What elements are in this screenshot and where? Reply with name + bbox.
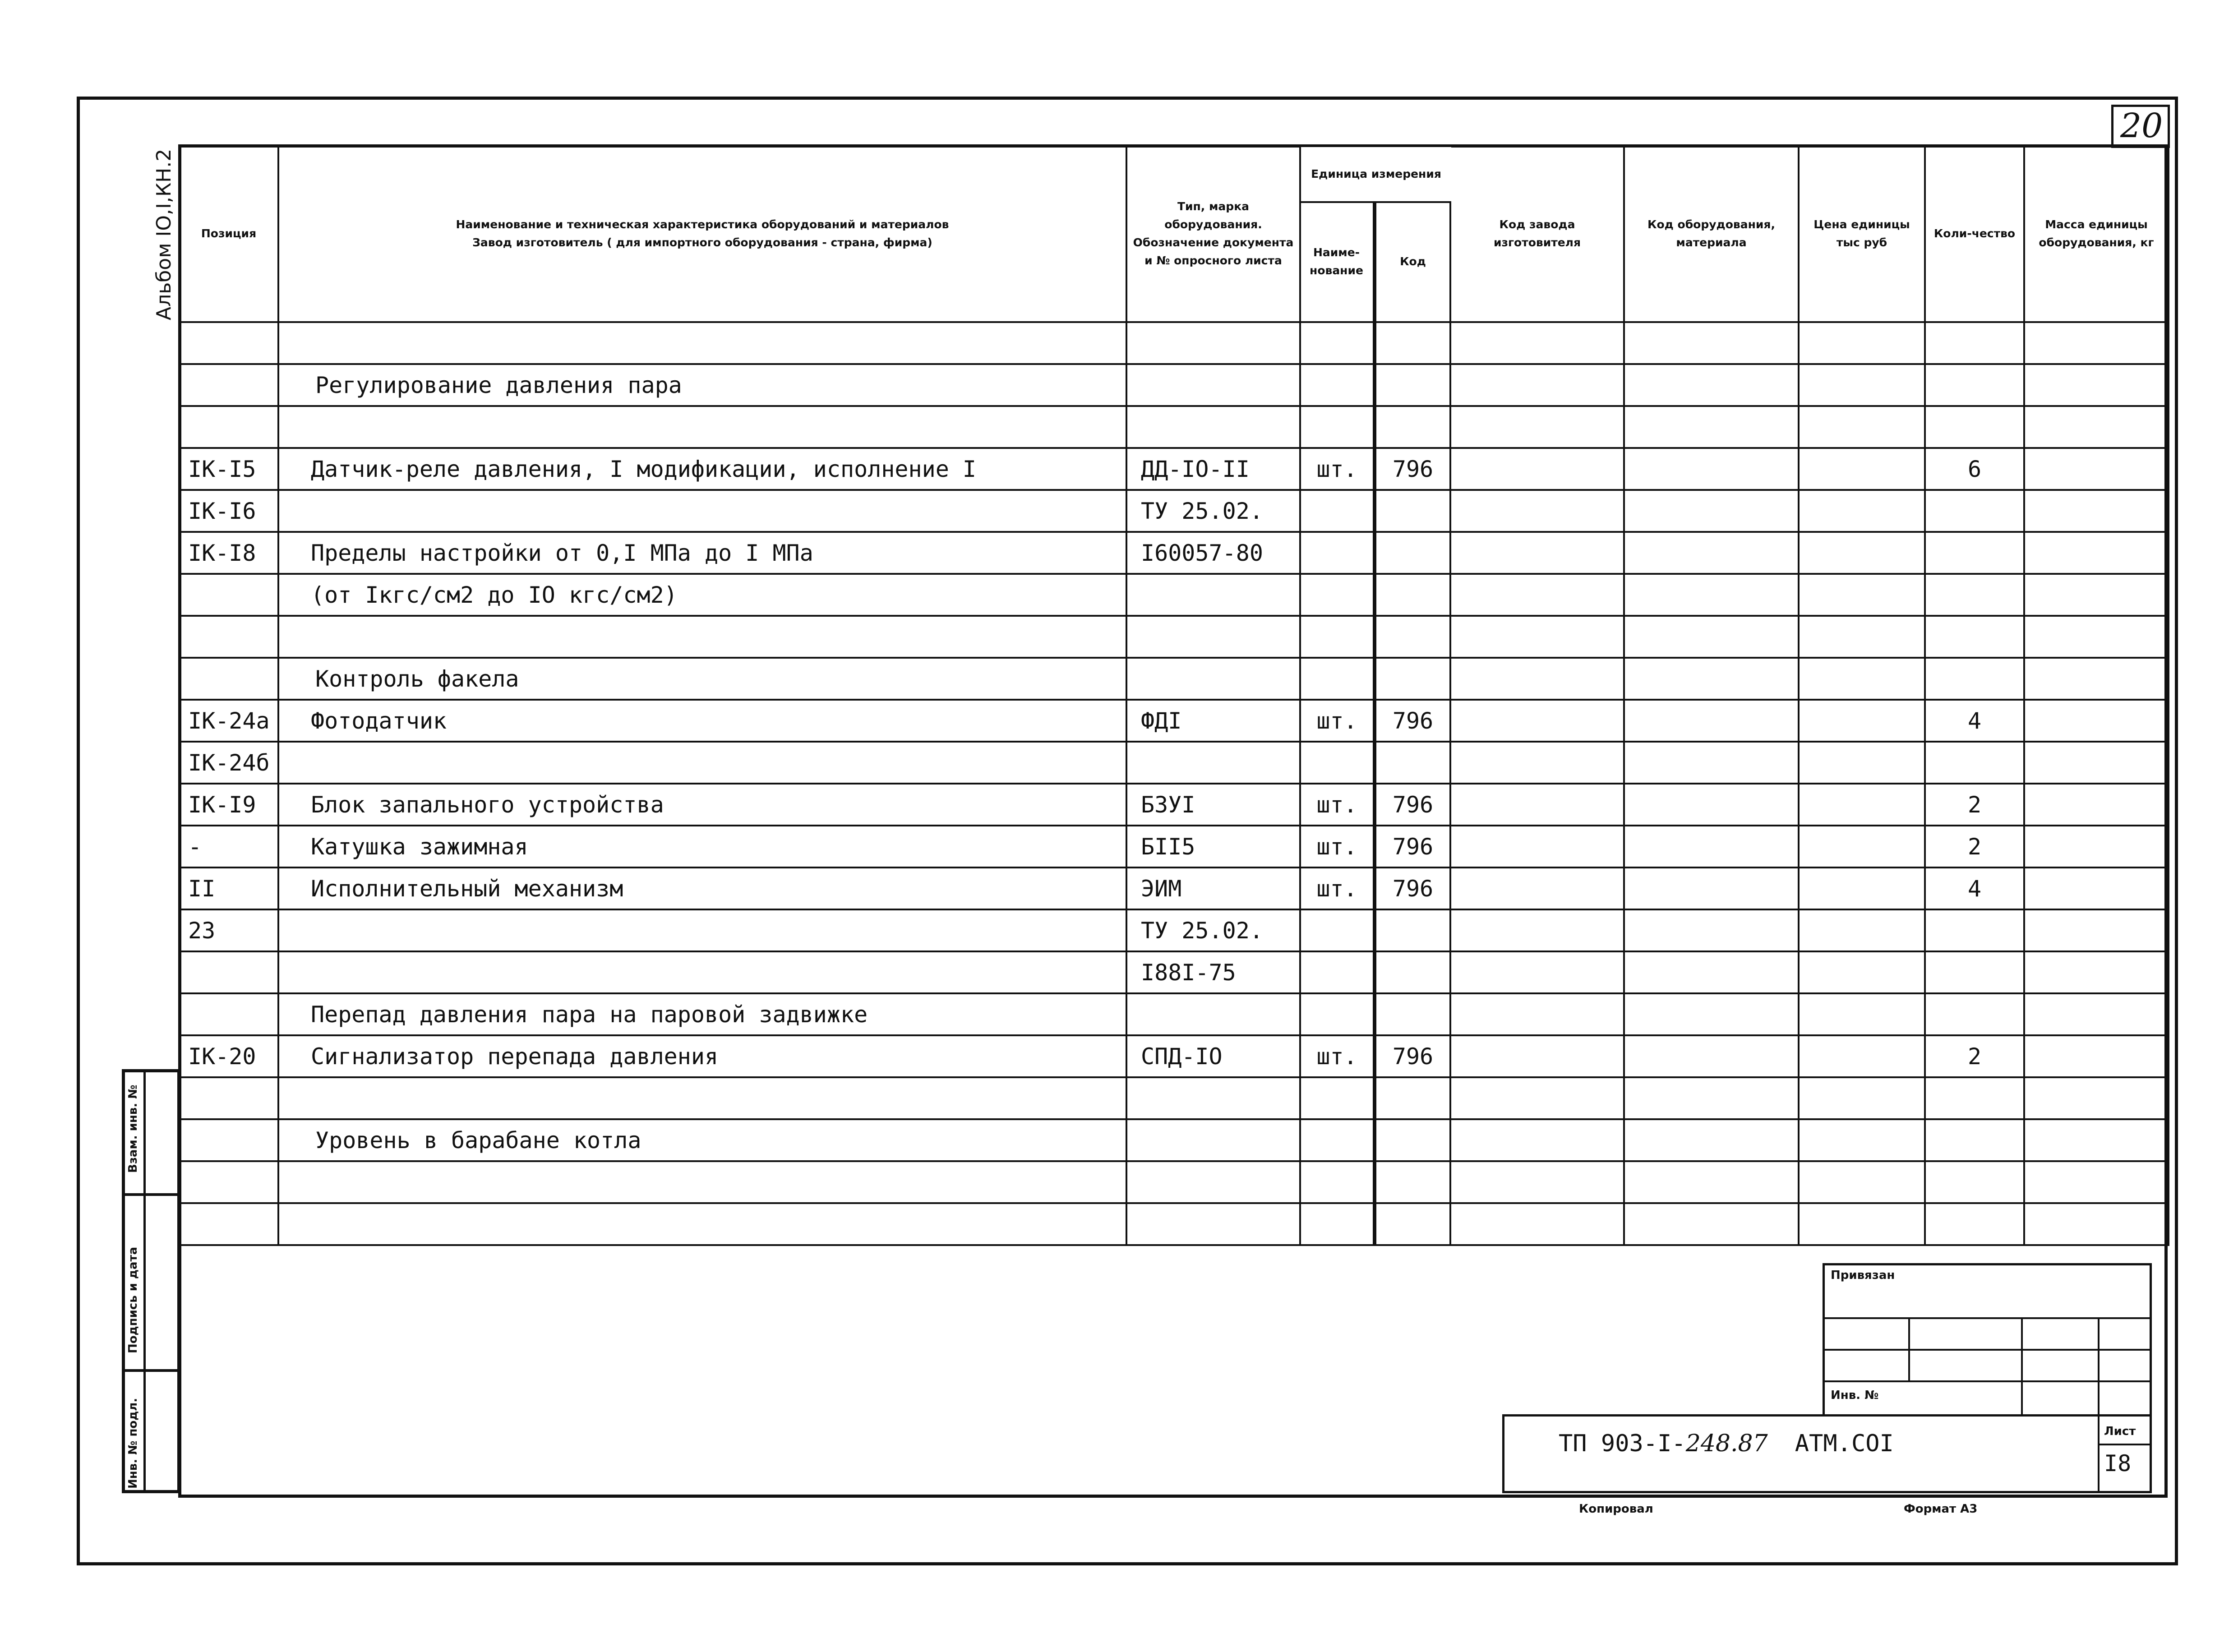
grid-line bbox=[1823, 1380, 2152, 1382]
doc-code-suffix: АТМ.СОI bbox=[1795, 1430, 1894, 1457]
doc-code-prefix: ТП 903-I- bbox=[1559, 1430, 1686, 1457]
cell-unit-code: 796 bbox=[1375, 868, 1450, 909]
cell-unit-name: шт. bbox=[1300, 1035, 1375, 1077]
cell-name: Блок запального устройства bbox=[278, 784, 1126, 826]
grid-line bbox=[2098, 1317, 2100, 1417]
header-name-line1: Наименование и техническая характеристика оборудований и материалов bbox=[456, 218, 949, 231]
cell-name: Перепад давления пара на паровой задвижке bbox=[278, 993, 1126, 1035]
privyazan-label: Привязан bbox=[1831, 1269, 1895, 1282]
cell-type: ДД-IO-II bbox=[1126, 448, 1300, 490]
header-unit-name-label: Наиме-нование bbox=[1310, 246, 1363, 277]
header-price: Цена единицы тыс руб bbox=[1799, 145, 1925, 322]
cell-type: ФДI bbox=[1126, 700, 1300, 742]
doc-code bbox=[1559, 1430, 1894, 1457]
cell-unit-code: 796 bbox=[1375, 1035, 1450, 1077]
cell-name: Фотодатчик bbox=[278, 700, 1126, 742]
cell-type: ЭИМ bbox=[1126, 868, 1300, 909]
side-label-vzam: Взам. инв. № bbox=[126, 1084, 140, 1173]
cell-type: I88I-75 bbox=[1126, 951, 1300, 993]
doc-code-number: 248.87 bbox=[1685, 1430, 1768, 1457]
cell-quantity: 2 bbox=[1925, 1035, 2024, 1077]
cell-position: II bbox=[179, 868, 278, 909]
cell-position: IK-24б bbox=[179, 742, 278, 784]
cell-position: IK-I8 bbox=[179, 532, 278, 574]
cell-name: Контроль факела bbox=[278, 658, 1126, 700]
header-unit-code-label: Код bbox=[1400, 255, 1426, 268]
header-unit-group: Единица измерения bbox=[1301, 147, 1451, 203]
cell-unit-code: 796 bbox=[1375, 700, 1450, 742]
cell-quantity: 6 bbox=[1925, 448, 2024, 490]
header-mass: Масса единицы оборудования, кг bbox=[2024, 145, 2169, 322]
cell-type: БII5 bbox=[1126, 826, 1300, 868]
cell-quantity: 4 bbox=[1925, 868, 2024, 909]
cell-type: ТУ 25.02. bbox=[1126, 490, 1300, 532]
footer-copied: Копировал bbox=[1579, 1502, 1653, 1516]
cell-name: Катушка зажимная bbox=[278, 826, 1126, 868]
side-label-inv-podl: Инв. № подл. bbox=[126, 1398, 140, 1489]
side-strip-divider bbox=[122, 1193, 180, 1196]
cell-unit-name: шт. bbox=[1300, 448, 1375, 490]
sheet-number-top: 20 bbox=[2120, 106, 2163, 145]
header-type: Тип, марка оборудования. Обозначение документа и № опросного листа bbox=[1126, 145, 1300, 322]
cell-name: Датчик-реле давления, I модификации, исполнение I bbox=[278, 448, 1126, 490]
cell-name: Регулирование давления пара bbox=[278, 364, 1126, 406]
cell-quantity: 4 bbox=[1925, 700, 2024, 742]
cell-position: 23 bbox=[179, 909, 278, 951]
header-position: Позиция bbox=[179, 145, 278, 322]
grid-line bbox=[2021, 1317, 2023, 1417]
inv-no-label: Инв. № bbox=[1831, 1389, 1879, 1402]
cell-unit-code: 796 bbox=[1375, 784, 1450, 826]
cell-position: IK-I6 bbox=[179, 490, 278, 532]
cell-position: IK-I5 bbox=[179, 448, 278, 490]
cell-name: (от Iкгс/см2 до IO кгс/см2) bbox=[278, 574, 1126, 616]
grid-line bbox=[2098, 1444, 2152, 1445]
grid-line bbox=[1823, 1349, 2152, 1351]
album-label: Альбом IO,I,КН.2 bbox=[152, 148, 175, 320]
cell-quantity: 2 bbox=[1925, 784, 2024, 826]
cell-unit-code: 796 bbox=[1375, 448, 1450, 490]
side-label-podpis: Подпись и дата bbox=[126, 1246, 140, 1353]
cell-position: - bbox=[179, 826, 278, 868]
cell-type: БЗУI bbox=[1126, 784, 1300, 826]
cell-type: ТУ 25.02. bbox=[1126, 909, 1300, 951]
cell-unit-name: шт. bbox=[1300, 868, 1375, 909]
cell-type: I60057-80 bbox=[1126, 532, 1300, 574]
grid-line bbox=[2098, 1414, 2100, 1493]
cell-type: СПД-IO bbox=[1126, 1035, 1300, 1077]
side-strip-column-line bbox=[143, 1069, 146, 1493]
header-equipment-code: Код оборудования, материала bbox=[1624, 145, 1799, 322]
list-number: I8 bbox=[2104, 1450, 2132, 1477]
cell-name: Сигнализатор перепада давления bbox=[278, 1035, 1126, 1077]
cell-name: Пределы настройки от 0,I МПа до I МПа bbox=[278, 532, 1126, 574]
side-strip-divider bbox=[122, 1369, 180, 1372]
cell-position: IK-I9 bbox=[179, 784, 278, 826]
cell-position: IK-24а bbox=[179, 700, 278, 742]
header-factory-code: Код завода изготовителя bbox=[1450, 145, 1624, 322]
header-name-line2: Завод изготовитель ( для импортного оборудования - страна, фирма) bbox=[472, 236, 932, 249]
footer-format: Формат А3 bbox=[1904, 1502, 1978, 1516]
cell-name: Исполнительный механизм bbox=[278, 868, 1126, 909]
grid-line bbox=[1908, 1317, 1910, 1380]
cell-position: IK-20 bbox=[179, 1035, 278, 1077]
cell-unit-name: шт. bbox=[1300, 700, 1375, 742]
cell-unit-name: шт. bbox=[1300, 826, 1375, 868]
cell-unit-code: 796 bbox=[1375, 826, 1450, 868]
cell-name: Уровень в барабане котла bbox=[278, 1119, 1126, 1161]
grid-line bbox=[1823, 1317, 2152, 1319]
cell-quantity: 2 bbox=[1925, 826, 2024, 868]
header-quantity: Коли-чество bbox=[1925, 145, 2024, 322]
cell-unit-name: шт. bbox=[1300, 784, 1375, 826]
list-label: Лист bbox=[2104, 1425, 2136, 1438]
